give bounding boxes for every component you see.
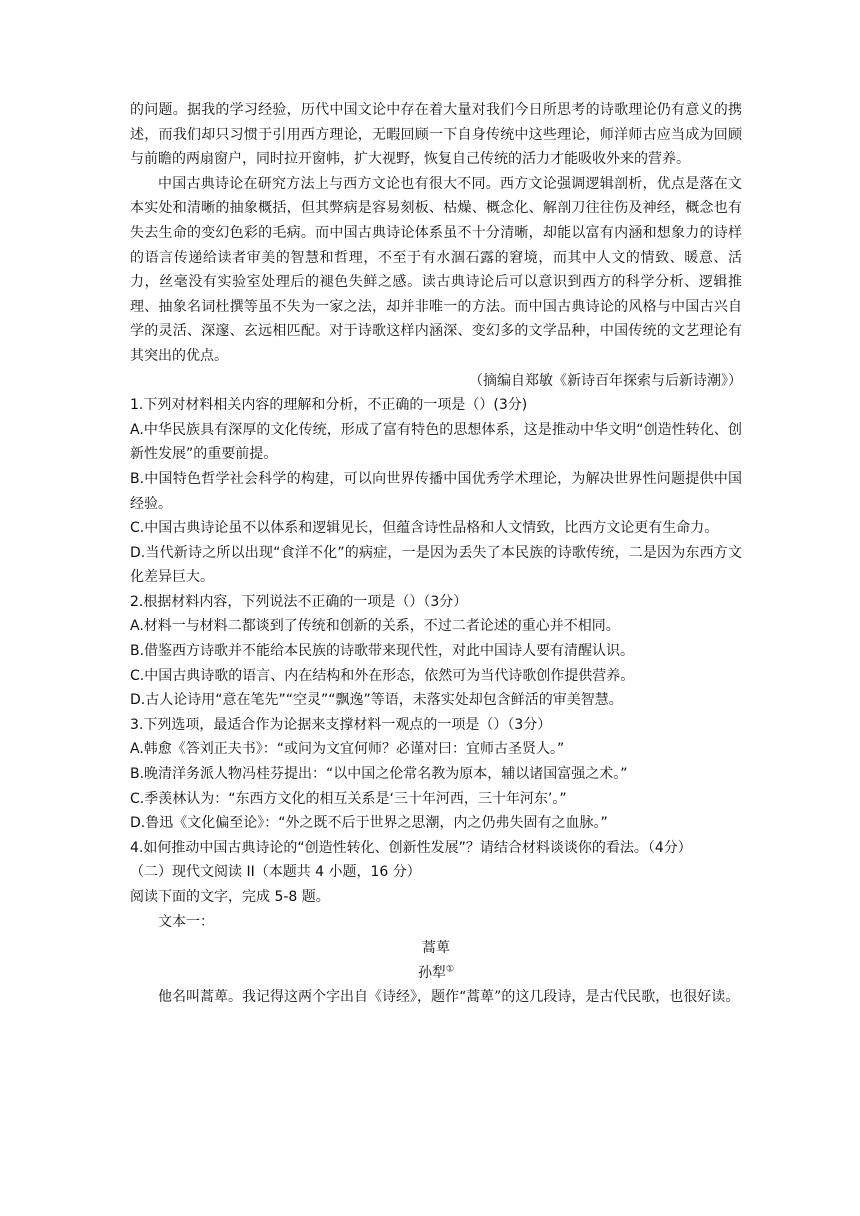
option-c: C.季羡林认为：“东西方文化的相互关系是‘三十年河西，三十年河东’。” bbox=[130, 790, 567, 807]
option-b: B.中国特色哲学社会科学的构建，可以向世界传播中国优秀学术理论，为解决世界性问题提供中国经验。 bbox=[130, 470, 742, 512]
option-c: C.中国古典诗歌的语言、内在结构和外在形态，依然可为当代诗歌创作提供营养。 bbox=[130, 667, 635, 684]
question-3 bbox=[130, 713, 742, 836]
option-d: D.古人论诗用“意在笔先”“空灵”“飘逸”等语，未落实处却包含鲜活的审美智慧。 bbox=[130, 692, 623, 709]
question-stem: 1.下列对材料相关内容的理解和分析，不正确的一项是（）(3分) bbox=[130, 397, 528, 414]
section-heading: （二）现代文阅读 II（本题共 4 小题，16 分） bbox=[130, 864, 421, 881]
option-a: A.材料一与材料二都谈到了传统和创新的关系，不过二者论述的重心并不相同。 bbox=[130, 618, 620, 635]
option-a: A.韩愈《答刘正夫书》：“或问为文宜何师？必谨对曰：宜师古圣贤人。” bbox=[130, 741, 565, 758]
article-title: 蒿萆 bbox=[422, 940, 450, 957]
question-2 bbox=[130, 590, 742, 713]
section-instruction: 阅读下面的文字，完成 5-8 题。 bbox=[130, 889, 330, 905]
option-b: B.借鉴西方诗歌并不能给本民族的诗歌带来现代性，对此中国诗人要有清醒认识。 bbox=[130, 643, 635, 660]
option-c: C.中国古典诗论虽不以体系和逻辑见长，但蕴含诗性品格和人文情致，比西方文论更有生命力。 bbox=[130, 520, 719, 537]
option-b: B.晚清洋务派人物冯桂芬提出：“以中国之伦常名教为原本，辅以诸国富强之术。” bbox=[130, 766, 628, 783]
question-stem: 4.如何推动中国古典诗论的“创造性转化、创新性发展”？请结合材料谈谈你的看法。（4分） bbox=[130, 839, 692, 856]
passage-paragraph-method: 中国古典诗论在研究方法上与西方文论也有很大不同。西方文论强调逻辑剖析，优点是落在文本实处和清晰的抽象概括，但其弊病是容易刻板、枯燥、概念化、解剖刀往往伤及神经，概念也有失去生命的变幻色彩的毛病。而中国古典诗论体系虽不十分清晰，却能以富有内涵和想象力的诗样的语言传递给读者审美的智慧和哲理，不至于有水涸石露的窘境，而其中人文的情致、暖意、活力，丝毫没有实验室处理后的褪色失鲜之感。读古典诗论后可以意识到西方的科学分析、逻辑推理、抽象名词杜撰等虽不失为一家之法，却并非唯一的方法。而中国古典诗论的风格与中国古兴自学的灵活、深邃、玄远相匹配。对于诗歌这样内涵深、变幻多的文学品种，中国传统的文艺理论有其突出的优点。 bbox=[130, 175, 742, 364]
option-d: D.鲁迅《文化偏至论》：“外之既不后于世界之思潮，内之仍弗失固有之血脉。” bbox=[130, 815, 608, 832]
option-d: D.当代新诗之所以出现“食洋不化”的病症，一是因为丢失了本民族的诗歌传统，二是因为东西方文化差异巨大。 bbox=[130, 544, 742, 586]
question-4 bbox=[130, 836, 742, 861]
question-stem: 3.下列选项，最适合作为论据来支撑材料一观点的一项是（）（3分） bbox=[130, 716, 552, 733]
passage-paragraph-continued: 的问题。据我的学习经验，历代中国文论中存在着大量对我们今日所思考的诗歌理论仍有意义的携述，而我们却只习惯于引用西方理论，无暇回顾一下自身传统中这些理论，师洋师古应当成为回顾与前瞻的两扇窗户，同时拉开窗帏，扩大视野，恢复自己传统的活力才能吸收外来的营养。 bbox=[130, 102, 742, 168]
option-a: A.中华民族具有深厚的文化传统，形成了富有特色的思想体系，这是推动中华文明“创造性转化、创新性发展”的重要前提。 bbox=[130, 421, 742, 463]
article-author bbox=[130, 961, 742, 986]
author-footnote-marker: ① bbox=[445, 964, 455, 975]
author-name: 孙犁 bbox=[417, 964, 446, 981]
question-1 bbox=[130, 393, 742, 590]
question-stem: 2.根据材料内容，下列说法不正确的一项是（）（3分） bbox=[130, 593, 468, 610]
article-first-paragraph: 他名叫蒿萆。我记得这两个字出自《诗经》，题作“蒿萆”的这几段诗，是古代民歌，也很好读。 bbox=[158, 989, 740, 1006]
passage-source: （摘编自郑敏《新诗百年探索与后新诗潮》） bbox=[469, 372, 742, 389]
text-label: 文本一： bbox=[158, 913, 214, 930]
